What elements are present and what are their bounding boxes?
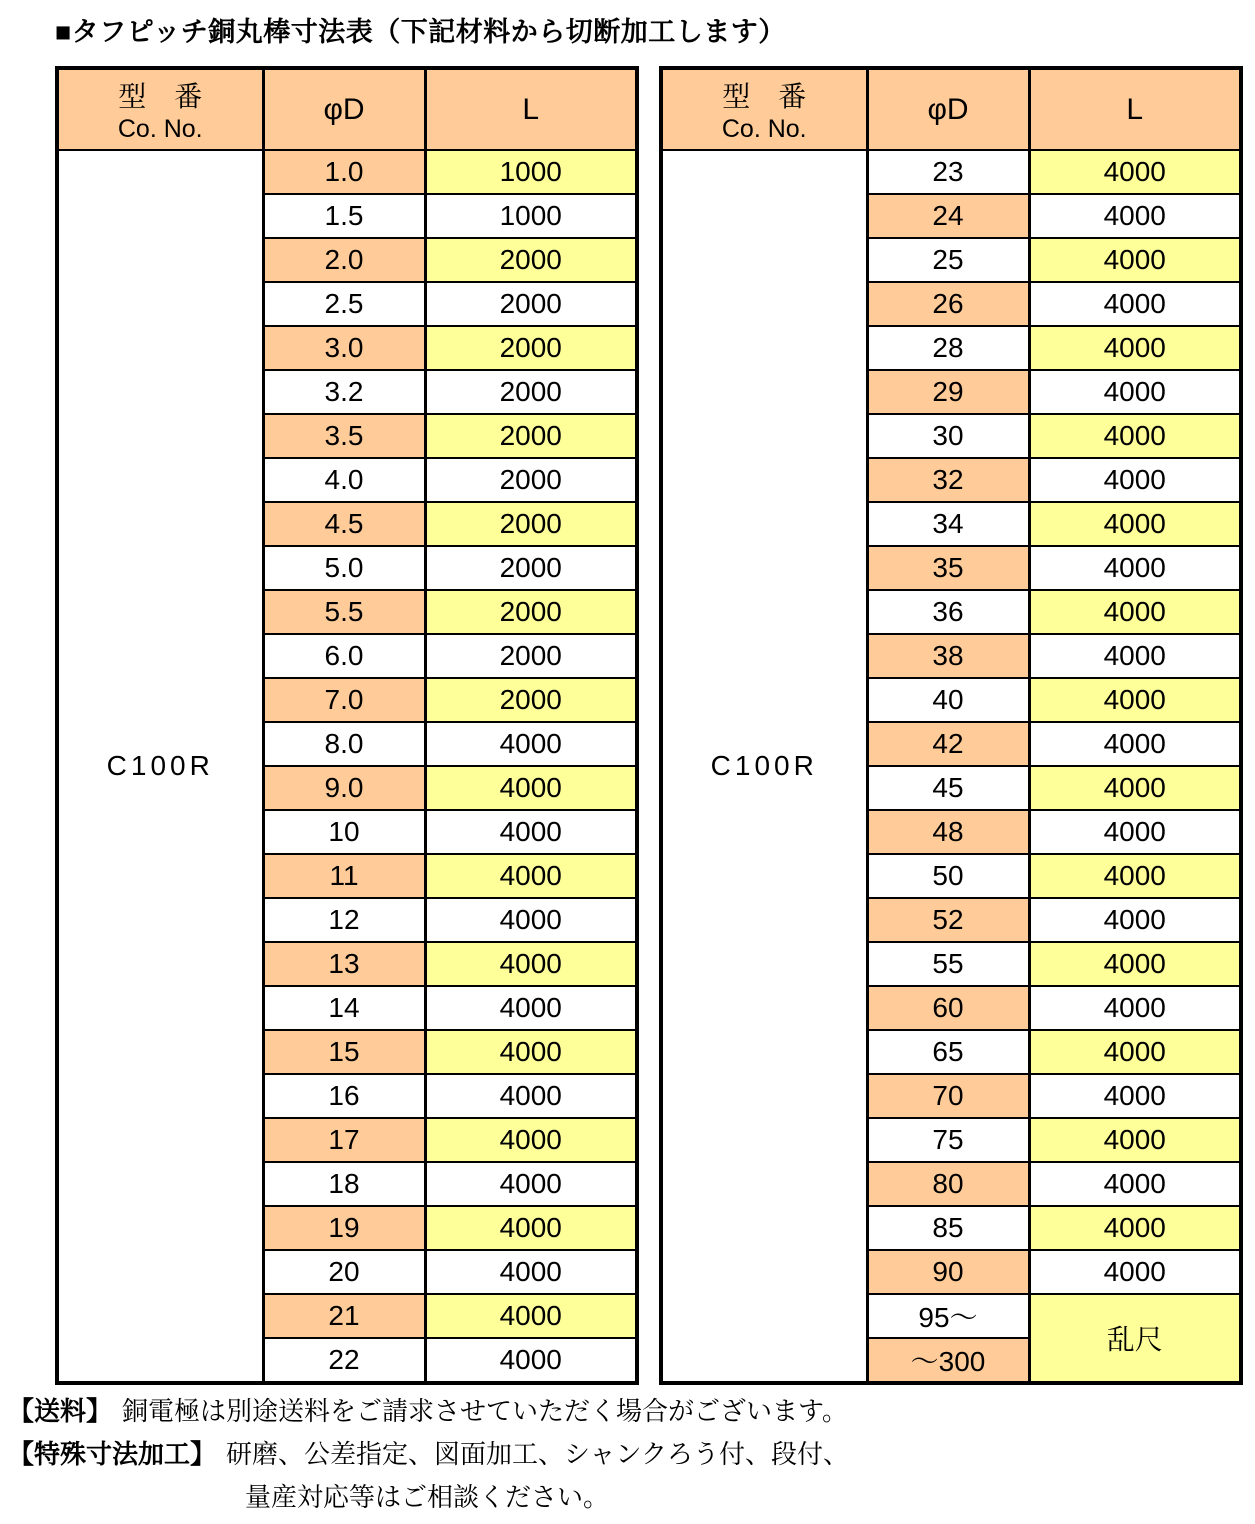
footer-special-text-2: 量産対応等はご相談ください。	[245, 1482, 610, 1512]
length-cell: 4000	[425, 1250, 637, 1294]
length-cell: 2000	[425, 326, 637, 370]
table-row	[57, 150, 637, 194]
length-cell: 4000	[1029, 810, 1241, 854]
diameter-cell: 70	[867, 1074, 1029, 1118]
length-cell: 4000	[1029, 1250, 1241, 1294]
footer-shipping-text: 銅電極は別途送料をご請求させていただく場合がございます。	[122, 1396, 848, 1426]
diameter-cell: 24	[867, 194, 1029, 238]
diameter-cell: 11	[263, 854, 425, 898]
diameter-cell: 45	[867, 766, 1029, 810]
table-row	[661, 150, 1241, 194]
footer-special-text: 研磨、公差指定、図面加工、シャンクろう付、段付、	[226, 1439, 849, 1469]
diameter-cell: 18	[263, 1162, 425, 1206]
diameter-cell: 65	[867, 1030, 1029, 1074]
length-cell: 4000	[425, 898, 637, 942]
length-cell: 1000	[425, 194, 637, 238]
length-cell: 4000	[1029, 502, 1241, 546]
length-cell: 2000	[425, 634, 637, 678]
footer-shipping-label: 【送料】	[8, 1396, 113, 1426]
length-cell: 4000	[1029, 238, 1241, 282]
length-cell: 4000	[1029, 326, 1241, 370]
length-cell: 4000	[425, 1118, 637, 1162]
diameter-cell: 30	[867, 414, 1029, 458]
diameter-cell: 21	[263, 1294, 425, 1338]
header-length: L	[1029, 68, 1241, 150]
footer-special-line-2	[8, 1476, 849, 1519]
page-title: ■タフピッチ銅丸棒寸法表（下記材料から切断加工します）	[55, 17, 786, 47]
diameter-cell: 35	[867, 546, 1029, 590]
header-model-en: Co. No.	[117, 114, 203, 143]
header-model-jp: 型 番	[118, 80, 203, 112]
diameter-cell: 50	[867, 854, 1029, 898]
diameter-cell: 40	[867, 678, 1029, 722]
length-cell: 4000	[1029, 634, 1241, 678]
tables-container	[55, 66, 1243, 1385]
diameter-cell: 95～	[867, 1294, 1029, 1338]
model-cell: C100R	[661, 150, 867, 1383]
diameter-cell: 8.0	[263, 722, 425, 766]
length-cell: 4000	[1029, 722, 1241, 766]
diameter-cell: 60	[867, 986, 1029, 1030]
length-cell: 2000	[425, 238, 637, 282]
diameter-cell: 90	[867, 1250, 1029, 1294]
diameter-cell: 3.0	[263, 326, 425, 370]
size-table-left	[55, 66, 639, 1385]
length-cell: 4000	[1029, 370, 1241, 414]
length-cell: 4000	[1029, 458, 1241, 502]
diameter-cell: 4.5	[263, 502, 425, 546]
diameter-cell: 75	[867, 1118, 1029, 1162]
diameter-cell: 3.5	[263, 414, 425, 458]
diameter-cell: 14	[263, 986, 425, 1030]
length-cell: 4000	[1029, 194, 1241, 238]
header-model-en: Co. No.	[721, 114, 807, 143]
length-cell: 4000	[1029, 1074, 1241, 1118]
diameter-cell: 29	[867, 370, 1029, 414]
header-row	[57, 68, 637, 150]
diameter-cell: 16	[263, 1074, 425, 1118]
length-cell: 2000	[425, 458, 637, 502]
footer-special-line	[8, 1433, 849, 1476]
diameter-cell: 17	[263, 1118, 425, 1162]
diameter-cell: 34	[867, 502, 1029, 546]
header-length: L	[425, 68, 637, 150]
diameter-cell: 3.2	[263, 370, 425, 414]
length-cell: 4000	[1029, 1030, 1241, 1074]
diameter-cell: 20	[263, 1250, 425, 1294]
length-cell: 4000	[425, 722, 637, 766]
length-cell: 4000	[1029, 1206, 1241, 1250]
length-cell: 4000	[1029, 766, 1241, 810]
length-cell: 4000	[425, 1074, 637, 1118]
diameter-cell: 5.5	[263, 590, 425, 634]
length-cell: 4000	[1029, 678, 1241, 722]
length-cell: 4000	[425, 766, 637, 810]
diameter-cell: 15	[263, 1030, 425, 1074]
diameter-cell: 4.0	[263, 458, 425, 502]
diameter-cell: 10	[263, 810, 425, 854]
length-cell: 4000	[1029, 282, 1241, 326]
length-cell: 4000	[425, 986, 637, 1030]
length-cell: 4000	[1029, 854, 1241, 898]
diameter-cell: 6.0	[263, 634, 425, 678]
length-cell: 4000	[1029, 150, 1241, 194]
diameter-cell: 7.0	[263, 678, 425, 722]
header-row	[661, 68, 1241, 150]
diameter-cell: 80	[867, 1162, 1029, 1206]
length-cell: 4000	[1029, 986, 1241, 1030]
length-cell: 4000	[1029, 942, 1241, 986]
diameter-cell: 2.0	[263, 238, 425, 282]
length-cell: 4000	[425, 810, 637, 854]
length-cell: 1000	[425, 150, 637, 194]
length-cell: 4000	[425, 1162, 637, 1206]
length-cell: 2000	[425, 370, 637, 414]
header-model	[57, 68, 263, 150]
length-cell: 4000	[425, 1294, 637, 1338]
diameter-cell: 42	[867, 722, 1029, 766]
model-cell: C100R	[57, 150, 263, 1383]
diameter-cell: 25	[867, 238, 1029, 282]
length-cell: 4000	[1029, 546, 1241, 590]
length-cell: 2000	[425, 282, 637, 326]
footer-special-label: 【特殊寸法加工】	[8, 1439, 217, 1469]
diameter-cell: 32	[867, 458, 1029, 502]
diameter-cell: 19	[263, 1206, 425, 1250]
length-cell: 4000	[425, 1030, 637, 1074]
diameter-cell: 55	[867, 942, 1029, 986]
length-cell: 4000	[1029, 898, 1241, 942]
length-cell: 4000	[1029, 590, 1241, 634]
header-model	[661, 68, 867, 150]
length-cell: 2000	[425, 678, 637, 722]
length-cell: 4000	[425, 854, 637, 898]
length-cell: 4000	[1029, 1118, 1241, 1162]
length-cell: 2000	[425, 414, 637, 458]
length-cell: 2000	[425, 502, 637, 546]
header-diameter: φD	[867, 68, 1029, 150]
diameter-cell: 13	[263, 942, 425, 986]
length-cell: 4000	[425, 1206, 637, 1250]
length-cell: 4000	[1029, 414, 1241, 458]
diameter-cell: 9.0	[263, 766, 425, 810]
length-cell: 乱尺	[1029, 1294, 1241, 1383]
header-model-jp: 型 番	[722, 80, 807, 112]
header-diameter: φD	[263, 68, 425, 150]
length-cell: 2000	[425, 546, 637, 590]
table-body-right	[661, 150, 1241, 1383]
diameter-cell: 1.5	[263, 194, 425, 238]
length-cell: 4000	[1029, 1162, 1241, 1206]
footer-notes	[8, 1390, 849, 1519]
length-cell: 2000	[425, 590, 637, 634]
length-cell: 4000	[425, 1338, 637, 1383]
diameter-cell: 28	[867, 326, 1029, 370]
diameter-cell: 5.0	[263, 546, 425, 590]
diameter-cell: 52	[867, 898, 1029, 942]
footer-shipping-line	[8, 1390, 849, 1433]
diameter-cell: 48	[867, 810, 1029, 854]
table-body-left	[57, 150, 637, 1383]
size-table-right	[659, 66, 1243, 1385]
diameter-cell: 85	[867, 1206, 1029, 1250]
diameter-cell: ～300	[867, 1338, 1029, 1383]
diameter-cell: 36	[867, 590, 1029, 634]
diameter-cell: 2.5	[263, 282, 425, 326]
diameter-cell: 23	[867, 150, 1029, 194]
diameter-cell: 1.0	[263, 150, 425, 194]
length-cell: 4000	[425, 942, 637, 986]
diameter-cell: 12	[263, 898, 425, 942]
diameter-cell: 22	[263, 1338, 425, 1383]
diameter-cell: 26	[867, 282, 1029, 326]
diameter-cell: 38	[867, 634, 1029, 678]
